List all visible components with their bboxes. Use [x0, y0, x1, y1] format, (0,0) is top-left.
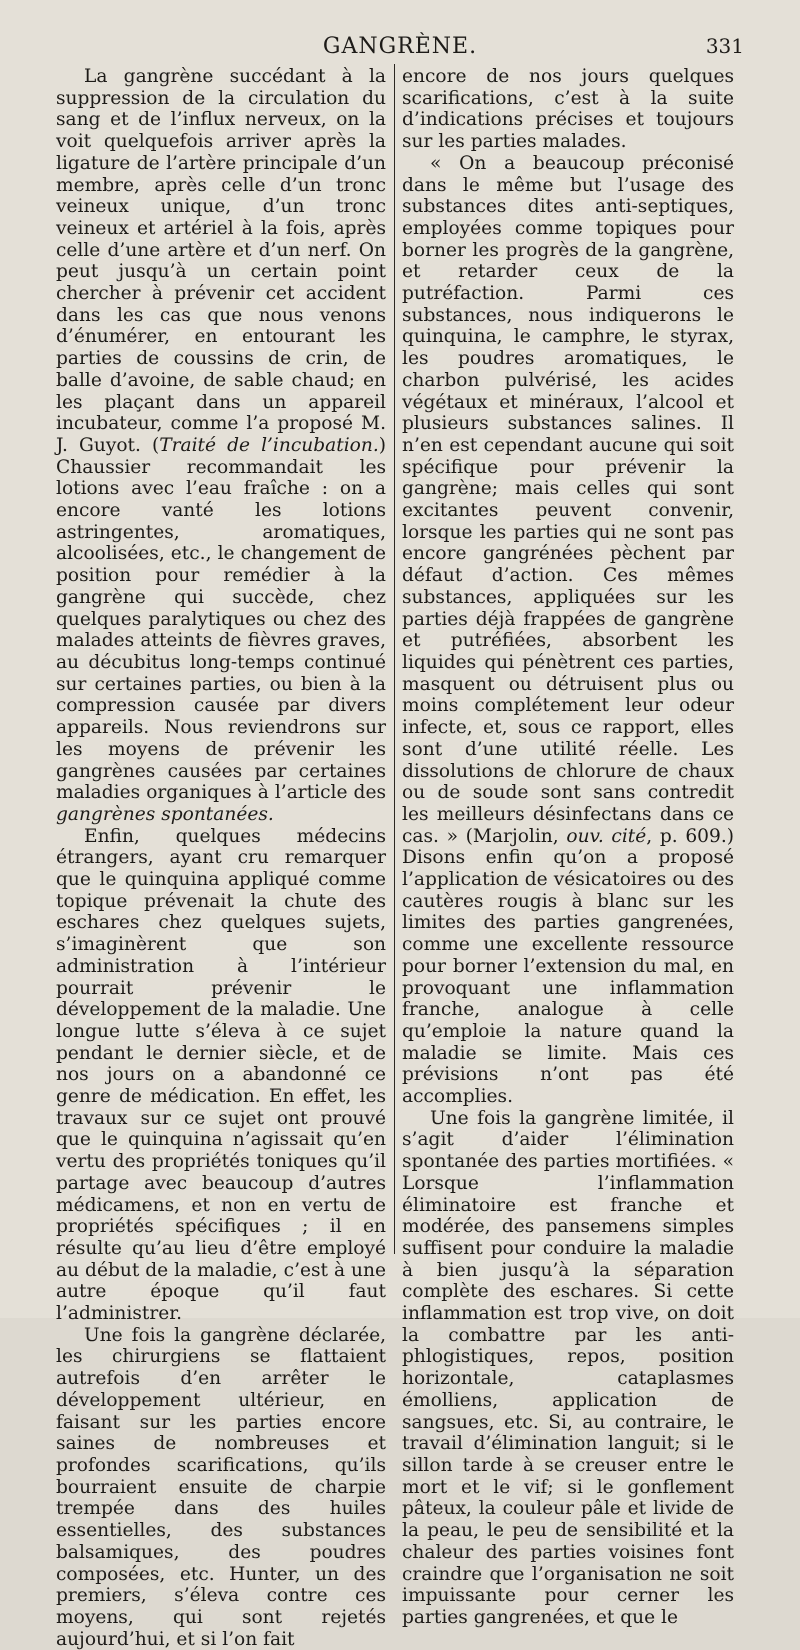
italic-citation: ouv. cité [566, 825, 647, 847]
right-column [402, 66, 734, 1629]
page-header [0, 34, 800, 68]
italic-citation: Traité de l’incubation. [159, 434, 379, 456]
running-title: GANGRÈNE. [322, 34, 478, 59]
paragraph-text: La gangrène succédant à la suppression de la circulation du sang et de l’influx nerveux, on la voit quelquefois arriver après la ligature de l’artère principale d’un membre, après celle d’un tronc veineux unique, d’un tronc veineux et artériel à la fois, après celle d’une artère et d’un nerf. On peut jusqu’à un certain point chercher à prévenir cet accident dans les cas que nous venons d’énumérer, en entourant les parties de coussins de crin, de balle d’avoine, de sable chaud; en les plaçant dans un appareil incubateur, comme l’a proposé M. J. Guyot. ( [56, 66, 386, 456]
paragraph [402, 153, 734, 1108]
paragraph-text: « On a beaucoup préconisé dans le même but l’usage des substances dites anti-septiques, employées comme topiques pour borner les progrès de la gangrène, et retarder ceux de la putréfaction. Parmi ces substances, nous indiquerons le quinquina, le camphre, le styrax, les poudres aromatiques, le charbon pulvérisé, les acides végétaux et minéraux, l’alcool et plusieurs substances salines. Il n’en est cependant aucune qui soit spécifique pour prévenir la gangrène; mais celles qui sont excitantes peuvent convenir, lorsque les parties qui ne sont pas encore gangrénées pèchent par défaut d’action. Ces mêmes substances, appliquées sur les parties déjà frappées de gangrène et putréfiées, absorbent les liquides qui pénètrent ces parties, masquent ou détruisent plus ou moins complétement leur odeur infecte, et, sous ce rapport, elles sont d’une utilité réelle. Les dissolutions de chlorure de chaux ou de soude sont sans contredit les meilleurs désinfectans dans ce cas. » (Marjolin, [402, 152, 734, 847]
paragraph [56, 1325, 386, 1650]
paragraph-continued [402, 66, 734, 153]
column-divider [394, 64, 395, 1254]
paragraph-text: Une fois la gangrène déclarée, les chirurgiens se flattaient autrefois d’en arrêter le développement ultérieur, en faisant sur les parties encore saines de nombreuses et profondes scarifications, qu’ils bourraient ensuite de charpie trempée dans des huiles essentielles, des substances balsamiques, des poudres composées, etc. Hunter, un des premiers, s’éleva contre ces moyens, qui sont rejetés aujourd’hui, et si l’on fait [56, 1324, 386, 1650]
left-column [56, 66, 386, 1650]
paragraph [402, 1108, 734, 1629]
paragraph-text: encore de nos jours quelques scarifications, c’est à la suite d’indications précises et toujours sur les parties malades. [402, 66, 734, 153]
paragraph-text: , p. 609.) Disons enfin qu’on a proposé l’application de vésicatoires ou des cautères rougis à blanc sur les limites des parties gangrenées, comme une excellente ressource pour borner l’extension du mal, en provoquant une inflammation franche, analogue à celle qu’emploie la nature quand la maladie se limite. Mais ces prévisions n’ont pas été accomplies. [402, 825, 734, 1108]
paragraph-text: Une fois la gangrène limitée, il s’agit d’aider l’élimination spontanée des parties mortifiées. « Lorsque l’inflammation éliminatoire est franche et modérée, des pansemens simples suffisent pour conduire la maladie à bien jusqu’à la séparation complète des eschares. Si cette inflammation est trop vive, on doit la combattre par les anti-phlogistiques, repos, position horizontale, cataplasmes émolliens, application de sangsues, etc. Si, au contraire, le travail d’élimination languit; si le sillon tarde à se creuser entre le mort et le vif; si le gonflement pâteux, la couleur pâle et livide de la peau, le peu de sensibilité et la chaleur des parties voisines font craindre que l’organisation ne soit impuissante pour cerner les parties gangrenées, et que le [402, 1107, 734, 1628]
paragraph-text: Enfin, quelques médecins étrangers, ayant cru remarquer que le quinquina appliqué comme topique prévenait la chute des eschares chez quelques sujets, s’imaginèrent que son administration à l’intérieur pourrait prévenir le développement de la maladie. Une longue lutte s’éleva à ce sujet pendant le dernier siècle, et de nos jours on a abandonné ce genre de médication. En effet, les travaux sur ce sujet ont prouvé que le quinquina n’agissait qu’en vertu des propriétés toniques qu’il partage avec beaucoup d’autres médicamens, et non en vertu de propriétés spécifiques ; il en résulte qu’au lieu d’être employé au début de la maladie, c’est à une autre époque qu’il faut l’administrer. [56, 825, 386, 1325]
paragraph [56, 826, 386, 1325]
italic-term: gangrènes spontanées. [56, 803, 274, 825]
page-number: 331 [705, 34, 744, 58]
paragraph-text: ) Chaussier recommandait les lotions avec l’eau fraîche : on a encore vanté les lotions astringentes, aromatiques, alcoolisées, etc., le changement de position pour remédier à la gangrène qui succède, chez quelques paralytiques ou chez des malades atteints de fièvres graves, au décubitus long-temps continué sur certaines parties, ou bien à la compression causée par divers appareils. Nous reviendrons sur les moyens de prévenir les gangrènes causées par certaines maladies organiques à l’article des [56, 434, 386, 804]
paragraph [56, 66, 386, 826]
